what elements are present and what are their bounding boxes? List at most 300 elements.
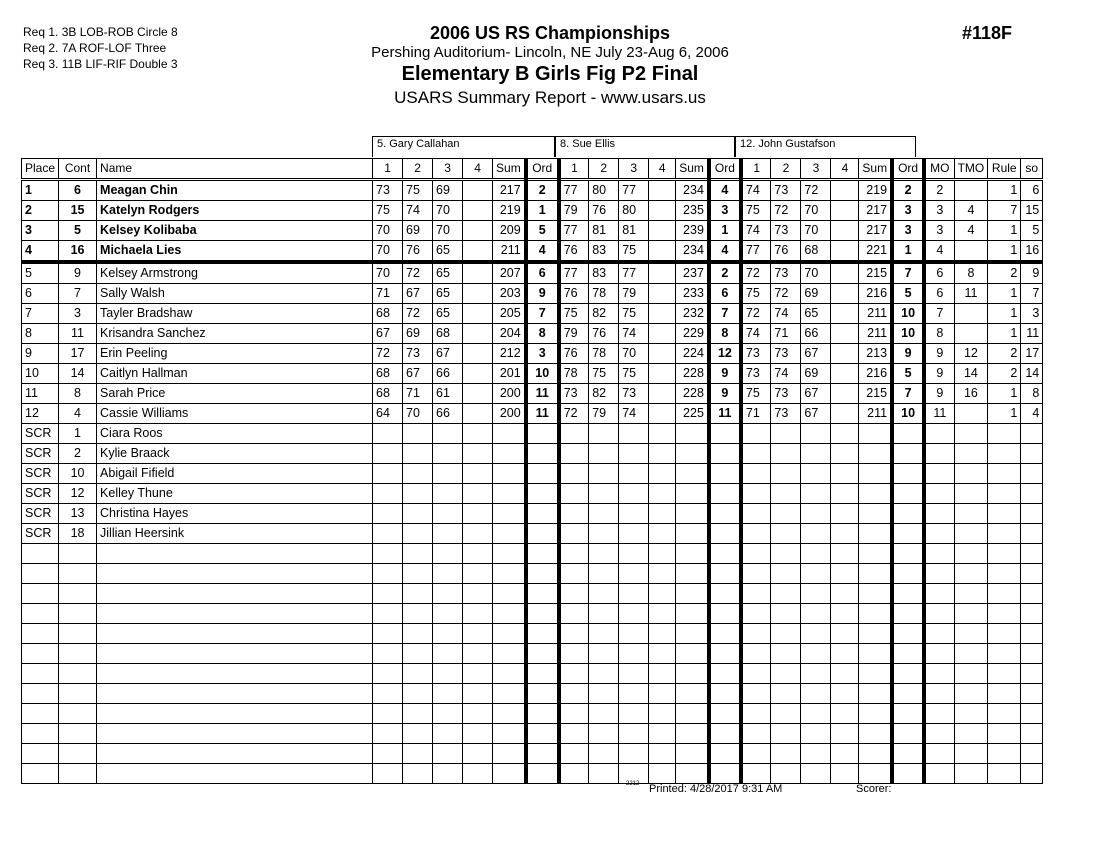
cell-so: 4 bbox=[1021, 404, 1043, 424]
judge-1-score-3: 65 bbox=[433, 304, 463, 324]
judge-2-score-3 bbox=[619, 524, 649, 544]
cell-cont bbox=[59, 544, 97, 564]
judge-3-sum: 216 bbox=[859, 364, 892, 384]
judge-2-sum: 228 bbox=[676, 384, 709, 404]
cell-place bbox=[22, 564, 59, 584]
judge-1-score-4 bbox=[463, 544, 493, 564]
judge-2-score-3: 75 bbox=[619, 364, 649, 384]
judge-1-score-4 bbox=[463, 704, 493, 724]
judge-3-ord: 3 bbox=[892, 201, 924, 221]
judge-3-score-4 bbox=[831, 684, 859, 704]
judge-3-score-1: 73 bbox=[741, 344, 771, 364]
judge-3-score-3 bbox=[801, 624, 831, 644]
col-j3-2: 2 bbox=[771, 159, 801, 180]
cell-mo: 9 bbox=[924, 364, 954, 384]
table-row bbox=[22, 584, 1043, 604]
judge-2-score-3 bbox=[619, 564, 649, 584]
judge-3-score-2: 73 bbox=[771, 262, 801, 284]
judge-3-sum bbox=[859, 624, 892, 644]
table-row bbox=[22, 724, 1043, 744]
judge-3-score-3 bbox=[801, 684, 831, 704]
judge-2-score-4 bbox=[649, 304, 676, 324]
cell-name: Michaela Lies bbox=[97, 241, 373, 263]
judge-1-score-1 bbox=[373, 704, 403, 724]
cell-place bbox=[22, 544, 59, 564]
cell-so: 3 bbox=[1021, 304, 1043, 324]
judge-2-score-2 bbox=[589, 624, 619, 644]
judge-3-score-4 bbox=[831, 584, 859, 604]
judge-1-score-4 bbox=[463, 464, 493, 484]
col-j2-2: 2 bbox=[589, 159, 619, 180]
judge-1-ord bbox=[526, 564, 559, 584]
table-row bbox=[22, 684, 1043, 704]
table-row bbox=[22, 484, 1043, 504]
cell-cont: 3 bbox=[59, 304, 97, 324]
judge-1-ord: 11 bbox=[526, 404, 559, 424]
judge-2-header: 8. Sue Ellis bbox=[555, 136, 735, 157]
judge-2-sum bbox=[676, 644, 709, 664]
judge-1-score-3 bbox=[433, 724, 463, 744]
judge-2-score-3 bbox=[619, 484, 649, 504]
table-row bbox=[22, 444, 1043, 464]
cell-place bbox=[22, 724, 59, 744]
cell-name bbox=[97, 764, 373, 784]
cell-rule: 1 bbox=[988, 241, 1021, 263]
cell-tmo bbox=[954, 644, 988, 664]
cell-cont: 17 bbox=[59, 344, 97, 364]
judge-2-ord: 2 bbox=[709, 262, 741, 284]
judge-2-score-1: 77 bbox=[559, 180, 589, 201]
cell-tmo bbox=[954, 324, 988, 344]
cell-place: SCR bbox=[22, 484, 59, 504]
cell-tmo bbox=[954, 464, 988, 484]
judge-1-score-4 bbox=[463, 241, 493, 263]
judge-1-score-3 bbox=[433, 624, 463, 644]
judge-1-score-3 bbox=[433, 484, 463, 504]
judge-2-score-4 bbox=[649, 284, 676, 304]
judge-2-score-1: 72 bbox=[559, 404, 589, 424]
cell-tmo bbox=[954, 624, 988, 644]
cell-name: Meagan Chin bbox=[97, 180, 373, 201]
judge-1-score-4 bbox=[463, 604, 493, 624]
judge-2-ord bbox=[709, 504, 741, 524]
judge-3-score-3: 69 bbox=[801, 364, 831, 384]
table-row bbox=[22, 180, 1043, 201]
judge-1-sum: 217 bbox=[493, 180, 526, 201]
judge-3-header: 12. John Gustafson bbox=[735, 136, 916, 157]
judge-2-score-2 bbox=[589, 424, 619, 444]
judge-2-ord bbox=[709, 644, 741, 664]
cell-place: SCR bbox=[22, 444, 59, 464]
judge-2-score-3: 74 bbox=[619, 404, 649, 424]
cell-rule bbox=[988, 744, 1021, 764]
cell-cont: 2 bbox=[59, 444, 97, 464]
judge-2-sum: 232 bbox=[676, 304, 709, 324]
cell-rule bbox=[988, 764, 1021, 784]
cell-rule bbox=[988, 704, 1021, 724]
judge-3-score-3: 67 bbox=[801, 384, 831, 404]
cell-tmo bbox=[954, 304, 988, 324]
cell-rule bbox=[988, 624, 1021, 644]
judge-1-sum bbox=[493, 684, 526, 704]
cell-mo bbox=[924, 684, 954, 704]
cell-cont: 14 bbox=[59, 364, 97, 384]
judge-3-score-2: 74 bbox=[771, 364, 801, 384]
cell-mo bbox=[924, 544, 954, 564]
cell-place: 5 bbox=[22, 262, 59, 284]
judge-3-score-4 bbox=[831, 644, 859, 664]
judge-3-ord: 1 bbox=[892, 241, 924, 263]
table-row bbox=[22, 744, 1043, 764]
judge-2-score-1: 77 bbox=[559, 221, 589, 241]
cell-tmo bbox=[954, 604, 988, 624]
judge-2-score-2 bbox=[589, 564, 619, 584]
judge-1-ord bbox=[526, 584, 559, 604]
judge-1-score-4 bbox=[463, 584, 493, 604]
judge-2-sum bbox=[676, 444, 709, 464]
judge-2-score-2: 79 bbox=[589, 404, 619, 424]
cell-so bbox=[1021, 484, 1043, 504]
judge-2-ord bbox=[709, 584, 741, 604]
cell-name bbox=[97, 724, 373, 744]
judge-1-sum: 201 bbox=[493, 364, 526, 384]
judge-1-score-2 bbox=[403, 744, 433, 764]
judge-1-score-4 bbox=[463, 724, 493, 744]
judge-1-score-2 bbox=[403, 704, 433, 724]
judge-1-sum: 211 bbox=[493, 241, 526, 263]
judge-1-score-4 bbox=[463, 744, 493, 764]
cell-rule bbox=[988, 464, 1021, 484]
cell-rule: 2 bbox=[988, 364, 1021, 384]
cell-so: 8 bbox=[1021, 384, 1043, 404]
col-j3-1: 1 bbox=[741, 159, 771, 180]
cell-name bbox=[97, 584, 373, 604]
judge-1-score-4 bbox=[463, 201, 493, 221]
judge-1-score-1 bbox=[373, 724, 403, 744]
judge-1-score-3: 65 bbox=[433, 241, 463, 263]
judge-1-ord bbox=[526, 764, 559, 784]
judge-2-sum: 239 bbox=[676, 221, 709, 241]
judge-1-score-2 bbox=[403, 664, 433, 684]
judge-2-score-1 bbox=[559, 584, 589, 604]
judge-3-score-2 bbox=[771, 764, 801, 784]
judge-3-ord bbox=[892, 524, 924, 544]
judge-1-sum: 200 bbox=[493, 384, 526, 404]
cell-tmo bbox=[954, 424, 988, 444]
cell-name: Cassie Williams bbox=[97, 404, 373, 424]
cell-so bbox=[1021, 704, 1043, 724]
judge-3-score-1 bbox=[741, 744, 771, 764]
table-row bbox=[22, 201, 1043, 221]
judge-1-score-1 bbox=[373, 764, 403, 784]
judge-2-score-2 bbox=[589, 724, 619, 744]
judge-1-score-2: 76 bbox=[403, 241, 433, 263]
judge-2-score-4 bbox=[649, 364, 676, 384]
judge-3-score-2 bbox=[771, 724, 801, 744]
judge-1-score-3: 66 bbox=[433, 364, 463, 384]
cell-rule bbox=[988, 524, 1021, 544]
report-subtitle: USARS Summary Report - www.usars.us bbox=[394, 88, 706, 107]
judge-3-score-1 bbox=[741, 484, 771, 504]
cell-rule bbox=[988, 604, 1021, 624]
judge-1-score-4 bbox=[463, 304, 493, 324]
judge-2-score-3 bbox=[619, 444, 649, 464]
table-row bbox=[22, 344, 1043, 364]
judge-2-score-1 bbox=[559, 764, 589, 784]
judge-1-score-1 bbox=[373, 524, 403, 544]
judge-1-ord: 5 bbox=[526, 221, 559, 241]
judge-2-score-4 bbox=[649, 684, 676, 704]
judge-3-score-3 bbox=[801, 764, 831, 784]
col-j1-ord: Ord bbox=[526, 159, 559, 180]
judge-1-score-2: 74 bbox=[403, 201, 433, 221]
judge-1-sum bbox=[493, 504, 526, 524]
cell-mo bbox=[924, 444, 954, 464]
venue-dates: Pershing Auditorium- Lincoln, NE July 23-Aug 6, 2006 bbox=[371, 44, 729, 61]
judge-2-score-4 bbox=[649, 324, 676, 344]
judge-1-score-2 bbox=[403, 604, 433, 624]
cell-tmo: 4 bbox=[954, 201, 988, 221]
cell-place: 12 bbox=[22, 404, 59, 424]
judge-1-score-1 bbox=[373, 684, 403, 704]
judge-2-score-2 bbox=[589, 544, 619, 564]
judge-2-score-2 bbox=[589, 744, 619, 764]
cell-cont: 10 bbox=[59, 464, 97, 484]
judge-2-score-1: 76 bbox=[559, 344, 589, 364]
judge-1-sum bbox=[493, 624, 526, 644]
judge-1-score-1 bbox=[373, 544, 403, 564]
judge-1-score-2: 73 bbox=[403, 344, 433, 364]
judge-2-ord: 7 bbox=[709, 304, 741, 324]
judge-2-ord: 12 bbox=[709, 344, 741, 364]
table-row bbox=[22, 221, 1043, 241]
judge-1-score-3: 66 bbox=[433, 404, 463, 424]
judge-2-sum bbox=[676, 664, 709, 684]
judge-1-ord bbox=[526, 484, 559, 504]
judge-1-score-1: 68 bbox=[373, 364, 403, 384]
judge-1-score-2: 72 bbox=[403, 262, 433, 284]
cell-so bbox=[1021, 604, 1043, 624]
judge-1-score-4 bbox=[463, 284, 493, 304]
judge-1-score-3 bbox=[433, 524, 463, 544]
judge-1-score-4 bbox=[463, 424, 493, 444]
judge-1-score-4 bbox=[463, 180, 493, 201]
judge-2-sum bbox=[676, 464, 709, 484]
judge-3-ord: 7 bbox=[892, 384, 924, 404]
judge-2-score-4 bbox=[649, 564, 676, 584]
judge-2-score-4 bbox=[649, 344, 676, 364]
judge-3-sum: 215 bbox=[859, 384, 892, 404]
judge-3-sum: 213 bbox=[859, 344, 892, 364]
judge-1-sum bbox=[493, 704, 526, 724]
judge-1-ord: 9 bbox=[526, 284, 559, 304]
judge-3-ord bbox=[892, 584, 924, 604]
cell-name: Ciara Roos bbox=[97, 424, 373, 444]
cell-name: Krisandra Sanchez bbox=[97, 324, 373, 344]
report-header bbox=[340, 22, 760, 109]
judge-1-ord bbox=[526, 424, 559, 444]
judge-2-sum bbox=[676, 744, 709, 764]
judge-1-score-1: 70 bbox=[373, 262, 403, 284]
judge-2-score-4 bbox=[649, 384, 676, 404]
judge-2-score-3 bbox=[619, 644, 649, 664]
judge-2-score-3 bbox=[619, 424, 649, 444]
judge-3-score-1 bbox=[741, 624, 771, 644]
judge-2-sum: 234 bbox=[676, 241, 709, 263]
judge-1-sum bbox=[493, 564, 526, 584]
cell-place bbox=[22, 664, 59, 684]
judge-3-score-3 bbox=[801, 704, 831, 724]
judge-3-score-3 bbox=[801, 744, 831, 764]
judge-3-sum: 217 bbox=[859, 221, 892, 241]
judge-3-score-3 bbox=[801, 644, 831, 664]
cell-rule: 2 bbox=[988, 262, 1021, 284]
judge-2-score-4 bbox=[649, 704, 676, 724]
judge-1-score-2 bbox=[403, 564, 433, 584]
cell-tmo bbox=[954, 684, 988, 704]
judge-3-score-2 bbox=[771, 644, 801, 664]
judge-2-score-1 bbox=[559, 544, 589, 564]
judge-3-sum: 216 bbox=[859, 284, 892, 304]
judge-3-score-1 bbox=[741, 424, 771, 444]
judge-1-ord: 6 bbox=[526, 262, 559, 284]
results-table bbox=[21, 158, 1043, 784]
cell-rule: 1 bbox=[988, 221, 1021, 241]
judge-3-ord: 2 bbox=[892, 180, 924, 201]
cell-cont: 4 bbox=[59, 404, 97, 424]
judge-2-score-2 bbox=[589, 464, 619, 484]
judge-3-score-4 bbox=[831, 444, 859, 464]
table-row bbox=[22, 262, 1043, 284]
table-row bbox=[22, 241, 1043, 263]
cell-name bbox=[97, 644, 373, 664]
judge-1-score-1 bbox=[373, 504, 403, 524]
judge-1-sum bbox=[493, 744, 526, 764]
cell-name bbox=[97, 744, 373, 764]
judge-3-score-3: 70 bbox=[801, 221, 831, 241]
judge-3-score-1 bbox=[741, 724, 771, 744]
judge-3-ord bbox=[892, 724, 924, 744]
judge-3-score-1 bbox=[741, 464, 771, 484]
cell-place: SCR bbox=[22, 464, 59, 484]
judge-2-score-2 bbox=[589, 764, 619, 784]
judge-1-score-2 bbox=[403, 624, 433, 644]
judge-3-score-3 bbox=[801, 564, 831, 584]
judge-3-score-1 bbox=[741, 544, 771, 564]
cell-mo bbox=[924, 524, 954, 544]
cell-mo: 9 bbox=[924, 344, 954, 364]
table-row bbox=[22, 564, 1043, 584]
judge-1-ord: 7 bbox=[526, 304, 559, 324]
judge-1-score-4 bbox=[463, 324, 493, 344]
judge-3-score-4 bbox=[831, 241, 859, 263]
judge-1-score-3 bbox=[433, 664, 463, 684]
judge-2-ord bbox=[709, 664, 741, 684]
judge-2-score-1 bbox=[559, 524, 589, 544]
judge-1-ord bbox=[526, 724, 559, 744]
judge-2-ord: 9 bbox=[709, 364, 741, 384]
judge-1-sum: 212 bbox=[493, 344, 526, 364]
judge-1-score-4 bbox=[463, 664, 493, 684]
table-row bbox=[22, 364, 1043, 384]
judge-2-score-3: 75 bbox=[619, 241, 649, 263]
cell-mo bbox=[924, 624, 954, 644]
requirement-3: Req 3. 11B LIF-RIF Double 3 bbox=[23, 57, 178, 71]
judge-3-ord bbox=[892, 464, 924, 484]
cell-so bbox=[1021, 424, 1043, 444]
judge-2-score-2: 82 bbox=[589, 304, 619, 324]
judge-3-sum: 215 bbox=[859, 262, 892, 284]
judge-1-sum bbox=[493, 604, 526, 624]
judge-1-score-3 bbox=[433, 764, 463, 784]
cell-so: 5 bbox=[1021, 221, 1043, 241]
judge-2-score-2: 76 bbox=[589, 201, 619, 221]
cell-tmo bbox=[954, 764, 988, 784]
cell-place bbox=[22, 624, 59, 644]
judge-2-score-4 bbox=[649, 221, 676, 241]
judge-2-score-1 bbox=[559, 744, 589, 764]
cell-so: 15 bbox=[1021, 201, 1043, 221]
judge-1-score-2 bbox=[403, 684, 433, 704]
judge-1-score-1: 71 bbox=[373, 284, 403, 304]
judge-1-ord: 1 bbox=[526, 201, 559, 221]
judge-2-score-4 bbox=[649, 484, 676, 504]
cell-cont bbox=[59, 744, 97, 764]
cell-place: SCR bbox=[22, 504, 59, 524]
judge-1-ord: 10 bbox=[526, 364, 559, 384]
judge-2-score-4 bbox=[649, 262, 676, 284]
judge-2-score-3: 81 bbox=[619, 221, 649, 241]
judge-3-score-4 bbox=[831, 324, 859, 344]
cell-mo bbox=[924, 644, 954, 664]
judge-2-ord bbox=[709, 424, 741, 444]
judge-3-sum bbox=[859, 644, 892, 664]
judge-2-sum: 233 bbox=[676, 284, 709, 304]
judge-3-score-4 bbox=[831, 764, 859, 784]
judge-3-score-2 bbox=[771, 684, 801, 704]
cell-name: Kelsey Armstrong bbox=[97, 262, 373, 284]
cell-tmo bbox=[954, 664, 988, 684]
table-row bbox=[22, 624, 1043, 644]
judge-3-score-3: 66 bbox=[801, 324, 831, 344]
judge-1-ord: 2 bbox=[526, 180, 559, 201]
judge-1-ord bbox=[526, 704, 559, 724]
judge-3-sum bbox=[859, 664, 892, 684]
col-cont: Cont bbox=[59, 159, 97, 180]
col-j2-3: 3 bbox=[619, 159, 649, 180]
judge-1-score-3 bbox=[433, 444, 463, 464]
cell-so: 6 bbox=[1021, 180, 1043, 201]
col-j1-3: 3 bbox=[433, 159, 463, 180]
judge-3-score-1 bbox=[741, 504, 771, 524]
cell-name: Abigail Fifield bbox=[97, 464, 373, 484]
judge-2-ord bbox=[709, 764, 741, 784]
cell-place: 6 bbox=[22, 284, 59, 304]
requirement-2: Req 2. 7A ROF-LOF Three bbox=[23, 41, 167, 55]
judge-2-sum bbox=[676, 424, 709, 444]
judge-2-score-2: 82 bbox=[589, 384, 619, 404]
cell-tmo bbox=[954, 704, 988, 724]
judge-2-sum bbox=[676, 584, 709, 604]
cell-name: Kylie Braack bbox=[97, 444, 373, 464]
judge-2-score-2: 80 bbox=[589, 180, 619, 201]
judge-1-ord bbox=[526, 744, 559, 764]
judge-3-score-2: 73 bbox=[771, 221, 801, 241]
judge-2-score-3: 77 bbox=[619, 180, 649, 201]
cell-tmo bbox=[954, 724, 988, 744]
col-j2-1: 1 bbox=[559, 159, 589, 180]
col-mo: MO bbox=[924, 159, 954, 180]
